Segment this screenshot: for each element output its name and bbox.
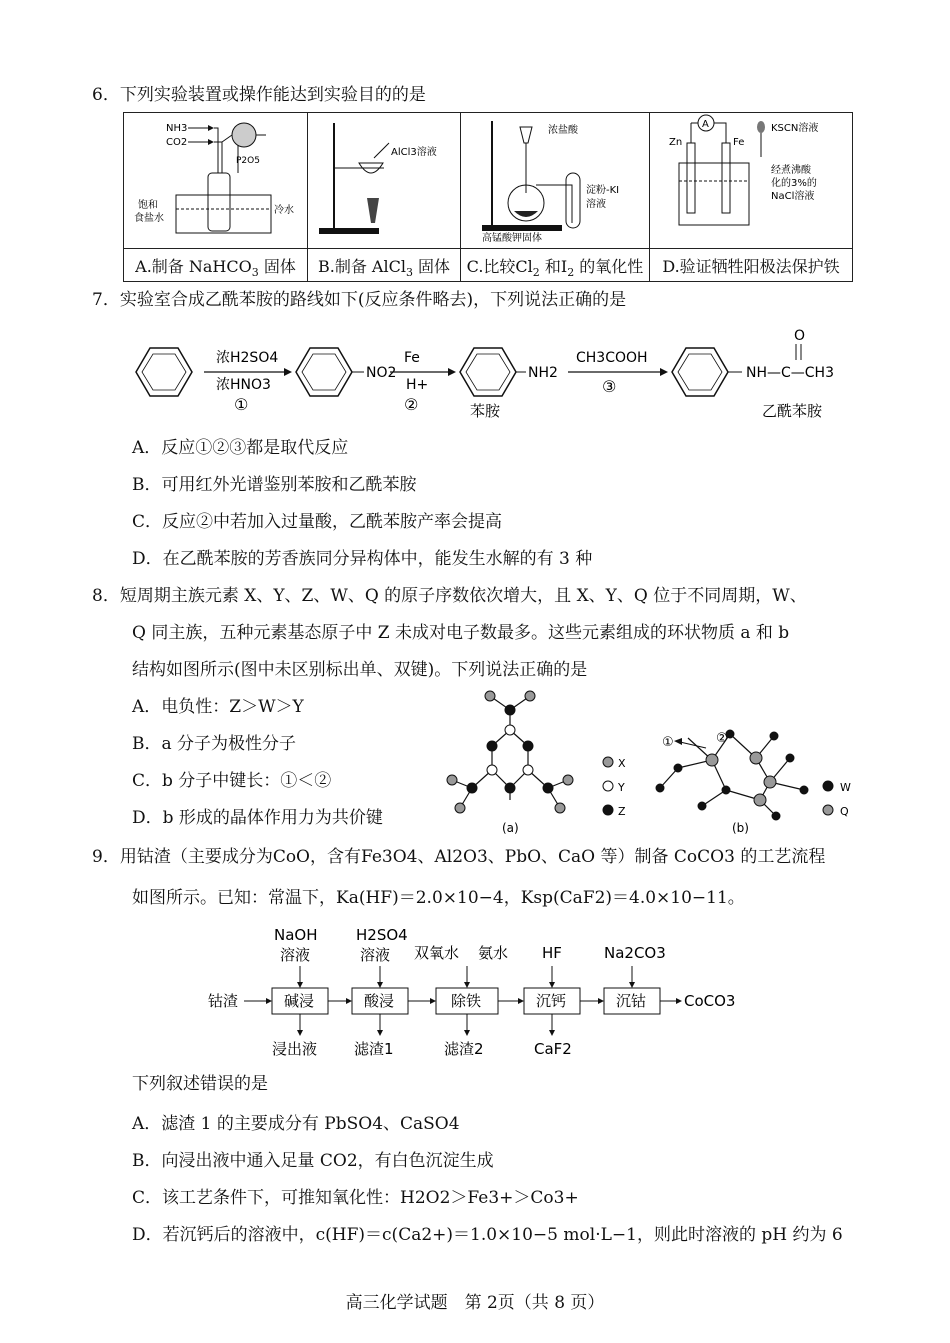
aniline-label: 苯胺 xyxy=(470,402,501,420)
q9-option-b: B．向浸出液中通入足量 CO2，有白色沉淀生成 xyxy=(132,1151,494,1171)
q6-caption-d: D.验证牺牲阳极法保护铁 xyxy=(650,249,853,282)
q6-figure-c xyxy=(461,113,650,249)
legend-q: Q xyxy=(840,805,849,818)
label-starch-ki-2: 溶液 xyxy=(586,199,606,210)
label-conc-hcl: 浓盐酸 xyxy=(548,125,578,136)
q7-option-c: C．反应②中若加入过量酸，乙酰苯胺产率会提高 xyxy=(132,512,503,532)
label-solution-1: 经煮沸酸 xyxy=(771,165,811,176)
label-solution-3: NaCl溶液 xyxy=(771,191,815,202)
q6-figure-a xyxy=(124,113,308,249)
caption-a: (a) xyxy=(502,821,519,835)
flow-output-leachate: 浸出液 xyxy=(272,1040,318,1058)
flow-input-naoh-sol: 溶液 xyxy=(280,946,311,964)
amide-group: NH—C—CH3 xyxy=(746,365,834,381)
acetanilide-label: 乙酰苯胺 xyxy=(762,402,823,420)
label-fe: Fe xyxy=(733,137,745,148)
flow-output-residue-1: 滤渣1 xyxy=(354,1040,394,1058)
step-1: ① xyxy=(234,395,249,414)
reagent-3-top: CH3COOH xyxy=(576,350,648,366)
q8-stem-3: 结构如图所示(图中未区别标出单、双键)。下列说法正确的是 xyxy=(132,660,588,680)
flow-end: CoCO3 xyxy=(684,992,736,1010)
q6-figure-b xyxy=(308,113,461,249)
legend-x: X xyxy=(618,757,626,770)
label-alcl3: AlCl3溶液 xyxy=(391,147,437,158)
label-zn: Zn xyxy=(669,137,683,148)
page-footer: 高三化学试题 第 2页（共 8 页） xyxy=(345,1293,605,1313)
q9-prompt: 下列叙述错误的是 xyxy=(132,1074,268,1094)
q7-option-b: B．可用红外光谱鉴别苯胺和乙酰苯胺 xyxy=(132,475,417,495)
label-co2: CO2 xyxy=(165,137,187,148)
q7-reaction-scheme xyxy=(112,326,872,422)
bond-label-1: ① xyxy=(662,735,674,750)
label-kscn: KSCN溶液 xyxy=(771,123,819,134)
q7-option-a: A．反应①②③都是取代反应 xyxy=(132,438,349,458)
flow-step-alkali-leach: 碱浸 xyxy=(284,992,315,1010)
q9-option-d: D．若沉钙后的溶液中，c(HF)＝c(Ca2+)＝1.0×10−5 mol·L−1，则此时溶液的 pH 约为 6 xyxy=(132,1225,843,1245)
q9-stem-2: 如图所示。已知：常温下，Ka(HF)＝2.0×10−4，Ksp(CaF2)＝4.0×10−11。 xyxy=(132,888,745,908)
reagent-2-bottom: H+ xyxy=(406,377,429,393)
flow-input-h2so4: H2SO4 xyxy=(356,926,408,944)
flow-input-h2so4-sol: 溶液 xyxy=(360,946,391,964)
label-ammeter: A xyxy=(702,119,709,130)
reagent-1-top: 浓H2SO4 xyxy=(216,350,279,366)
label-solution-2: 化的3%的 xyxy=(771,178,817,189)
flow-output-caf2: CaF2 xyxy=(534,1040,572,1058)
q8-stem-1: 8．短周期主族元素 X、Y、Z、W、Q 的原子序数依次增大，且 X、Y、Q 位于不同周期，W、 xyxy=(92,586,807,606)
bond-label-2: ② xyxy=(716,731,728,746)
q6-figure-d xyxy=(650,113,853,249)
q6-caption-c: C.比较$Cl_2$ 和$I_2$ 的氧化性 xyxy=(461,249,650,282)
q8-option-a: A．电负性：Z＞W＞Y xyxy=(132,697,304,717)
q7-option-d: D．在乙酰苯胺的芳香族同分异构体中，能发生水解的有 3 种 xyxy=(132,549,593,569)
q8-option-d: D．b 形成的晶体作用力为共价键 xyxy=(132,808,383,828)
q9-option-c: C．该工艺条件下，可推知氧化性：H2O2＞Fe3+＞Co3+ xyxy=(132,1188,579,1208)
flow-input-hf: HF xyxy=(542,944,562,962)
label-brine-1: 饱和 xyxy=(137,200,158,211)
carbonyl-oxygen: O xyxy=(794,328,806,344)
flow-step-ca-precip: 沉钙 xyxy=(536,992,567,1010)
legend-w: W xyxy=(840,781,851,794)
q8-option-c: C．b 分子中键长：①＜② xyxy=(132,771,332,791)
q9-process-flow xyxy=(200,922,760,1062)
label-cold-water: 冷水 xyxy=(273,205,294,216)
benzene-ring-1 xyxy=(136,348,192,396)
step-3: ③ xyxy=(602,377,617,396)
legend-z: Z xyxy=(618,805,626,818)
reagent-2-top: Fe xyxy=(404,350,420,366)
reagent-1-bottom: 浓HNO3 xyxy=(216,377,271,393)
flow-step-iron-removal: 除铁 xyxy=(451,992,482,1010)
label-kmno4: 高锰酸钾固体 xyxy=(482,233,542,243)
q8-structures xyxy=(430,688,870,838)
q6-apparatus-table xyxy=(123,112,853,282)
nitro-group: NO2 xyxy=(366,365,397,381)
flow-input-h2o2: 双氧水 xyxy=(414,944,460,962)
label-p2o5: P2O5 xyxy=(235,156,260,166)
flow-step-co-precip: 沉钴 xyxy=(616,992,647,1010)
caption-b: (b) xyxy=(732,821,749,835)
flow-input-na2co3: Na2CO3 xyxy=(604,944,666,962)
q6-caption-a: A.制备 NaHCO$_3$ 固体 xyxy=(124,249,308,282)
q6-caption-b: B.制备 AlCl$_3$ 固体 xyxy=(308,249,461,282)
flow-step-acid-leach: 酸浸 xyxy=(364,992,395,1010)
label-nh3: NH3 xyxy=(165,123,187,134)
q7-stem: 7．实验室合成乙酰苯胺的路线如下(反应条件略去)，下列说法正确的是 xyxy=(92,290,627,310)
q8-stem-2: Q 同主族，五种元素基态原子中 Z 未成对电子数最多。这些元素组成的环状物质 a 和 b xyxy=(132,623,790,643)
label-starch-ki-1: 淀粉-KI xyxy=(586,185,620,196)
q8-option-b: B．a 分子为极性分子 xyxy=(132,734,297,754)
q9-option-a: A．滤渣 1 的主要成分有 PbSO4、CaSO4 xyxy=(132,1114,460,1134)
amino-group: NH2 xyxy=(528,365,558,381)
q6-stem: 6．下列实验装置或操作能达到实验目的的是 xyxy=(92,85,426,105)
q9-stem-1: 9．用钴渣（主要成分为CoO，含有Fe3O4、Al2O3、PbO、CaO 等）制备 CoCO3 的工艺流程 xyxy=(92,847,826,867)
flow-input-ammonia: 氨水 xyxy=(478,944,509,962)
step-2: ② xyxy=(404,395,419,414)
flow-output-residue-2: 滤渣2 xyxy=(444,1040,484,1058)
flow-input-naoh: NaOH xyxy=(274,926,318,944)
label-brine-2: 食盐水 xyxy=(133,213,164,224)
flow-start: 钴渣 xyxy=(208,992,239,1010)
legend-y: Y xyxy=(618,781,625,794)
